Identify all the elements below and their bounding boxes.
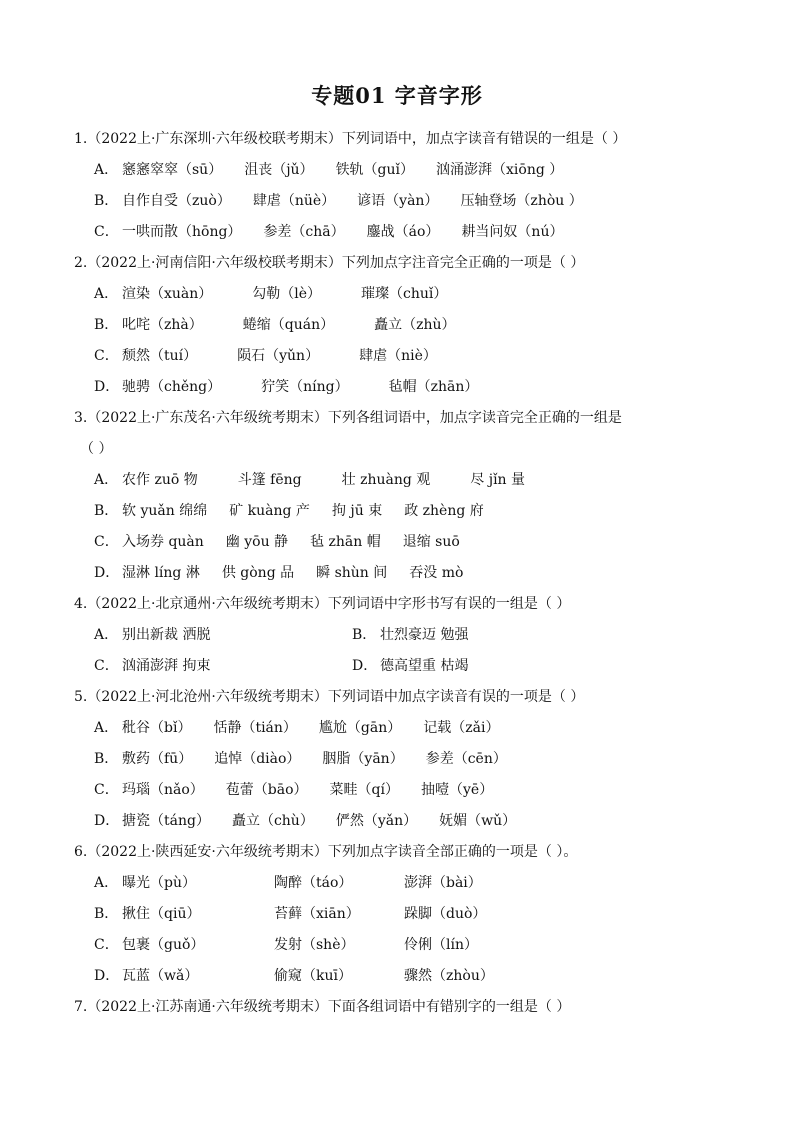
question-4 [74,589,714,682]
question-6 [74,837,714,992]
option-row [74,651,714,682]
option-d: D． 德高望重 枯竭 [352,658,469,674]
question-1 [74,124,714,248]
question-stem: 2.（2022上·河南信阳·六年级校联考期末）下列加点字注音完全正确的一项是（ ） [74,255,585,271]
option-c: C． 一哄而散（hōng） 参差（chā） 鏖战（áo） 耕当问奴（nú） [94,224,564,240]
question-3 [74,403,714,589]
option-c: C． 包裹（guǒ） 发射（shè） 伶俐（lín） [94,937,478,953]
question-stem: 6.（2022上·陕西延安·六年级统考期末）下列加点字读音全部正确的一项是（ ）。 [74,844,578,860]
option-c: C． 颓然（tuí） 陨石（yǔn） 肆虐（niè） [94,348,437,364]
option-row [74,620,714,651]
option-b: B． 揪住（qiū） 苔藓（xiān） 跺脚（duò） [94,906,487,922]
question-list [74,124,714,1023]
option-c: C． 玛瑙（nǎo） 苞蕾（bāo） 菜畦（qí） 抽噎（yē） [94,782,494,798]
option-a: A． 曝光（pù） 陶醉（táo） 澎湃（bài） [94,875,482,891]
question-2 [74,248,714,403]
option-b: B． 壮烈豪迈 勉强 [352,627,469,643]
option-a: A． 别出新裁 洒脱 [94,627,211,643]
question-stem: 5.（2022上·河北沧州·六年级统考期末）下列词语中加点字读音有误的一项是（ ） [74,689,585,705]
option-a: A． 秕谷（bǐ） 恬静（tián） 尴尬（gān） 记载（zǎi） [94,720,500,736]
option-c: C． 汹涌澎湃 拘束 [94,658,211,674]
option-d: D． 湿淋 líng 淋 供 gòng 品 瞬 shùn 间 吞没 mò [94,565,464,581]
option-d: D． 瓦蓝（wǎ） 偷窥（kuī） 骤然（zhòu） [94,968,494,984]
question-7 [74,992,714,1023]
option-a: A． 渲染（xuàn） 勾勒（lè） 璀璨（chuǐ） [94,286,448,302]
question-stem: 3.（2022上·广东茂名·六年级统考期末）下列各组词语中，加点字读音完全正确的一组是 [74,410,622,426]
option-b: B． 自作自受（zuò） 肆虐（nüè） 谚语（yàn） 压轴登场（zhòu ） [94,193,583,209]
question-stem: 7.（2022上·江苏南通·六年级统考期末）下面各组词语中有错别字的一组是（ ） [74,999,571,1015]
question-stem: 4.（2022上·北京通州·六年级统考期末）下列词语中字形书写有误的一组是（ ） [74,596,571,612]
option-d: D． 搪瓷（táng） 矗立（chù） 俨然（yǎn） 妩媚（wǔ） [94,813,517,829]
option-b: B． 敷药（fū） 追悼（diào） 胭脂（yān） 参差（cēn） [94,751,507,767]
option-a: A． 农作 zuō 物 斗篷 fēng 壮 zhuàng 观 尽 jǐn 量 [94,472,526,488]
question-stem-continued: （ ） [80,441,113,457]
option-b: B． 软 yuǎn 绵绵 矿 kuàng 产 拘 jū 束 政 zhèng 府 [94,503,484,519]
question-5 [74,682,714,837]
option-c: C． 入场券 quàn 幽 yōu 静 毡 zhān 帽 退缩 suō [94,534,460,550]
page-title: 专题01 字音字形 [311,83,483,108]
option-d: D． 驰骋（chěng） 狞笑（níng） 毡帽（zhān） [94,379,479,395]
option-a: A． 窸窸窣窣（sū） 沮丧（jǔ） 铁轨（guǐ） 汹涌澎湃（xiōng ） [94,162,564,178]
option-b: B． 叱咤（zhà） 蜷缩（quán） 矗立（zhù） [94,317,456,333]
question-stem: 1.（2022上·广东深圳·六年级校联考期末）下列词语中，加点字读音有错误的一组是（ ） [74,131,627,147]
